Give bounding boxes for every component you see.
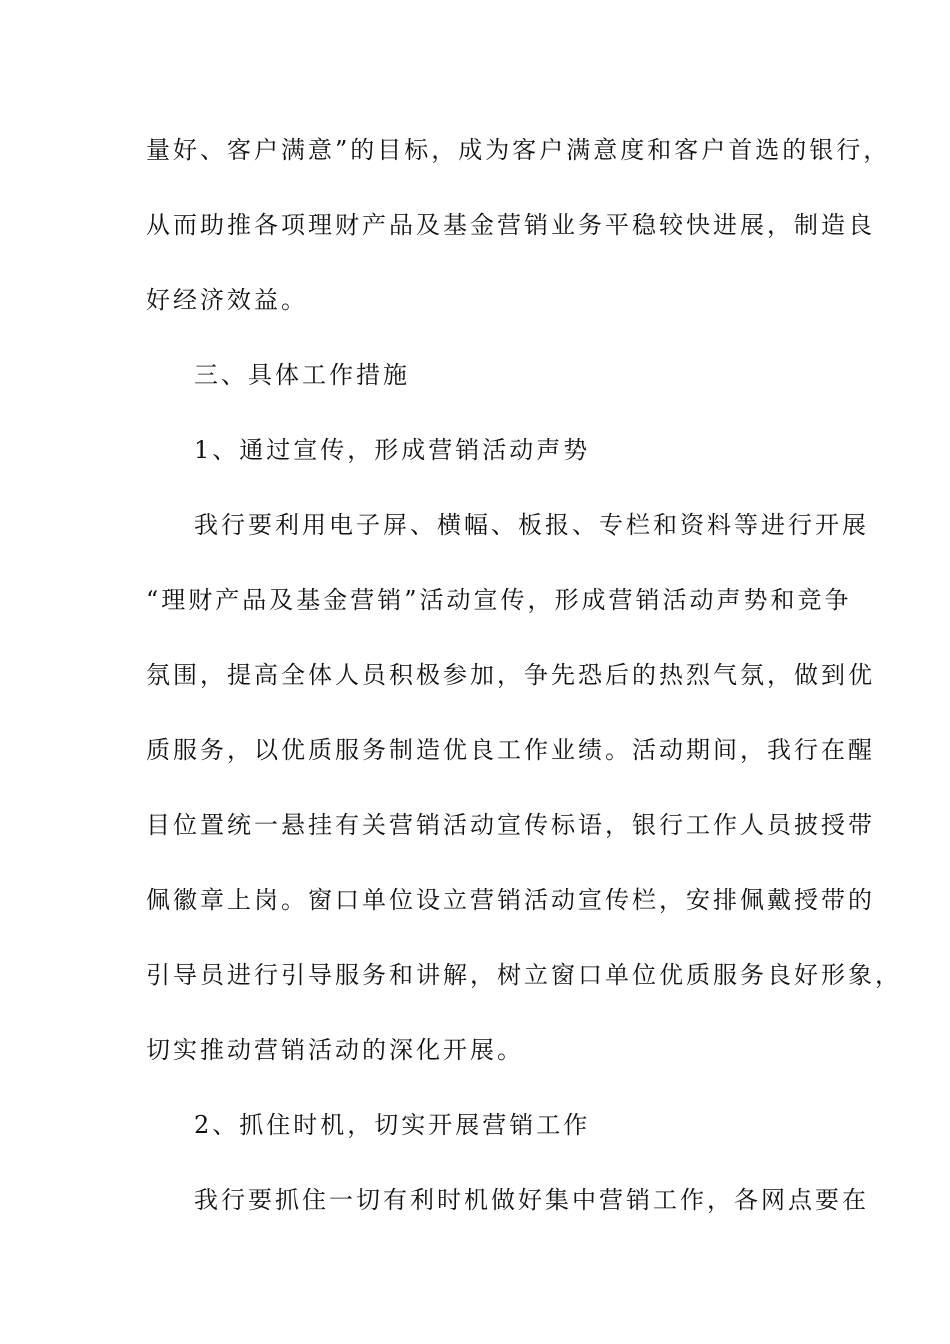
- paragraph-line: 我行要抓住一切有利时机做好集中营销工作，各网点要在: [194, 1186, 869, 1214]
- paragraph-line: 目位置统一悬挂有关营销活动宣传标语，银行工作人员披授带: [146, 811, 875, 839]
- paragraph-line: 切实推动营销活动的深化开展。: [146, 1036, 524, 1064]
- paragraph-line: 从而助推各项理财产品及基金营销业务平稳较快进展，制造良: [146, 211, 875, 239]
- paragraph-line: 我行要利用电子屏、横幅、板报、专栏和资料等进行开展: [194, 511, 869, 539]
- paragraph-line: 好经济效益。: [146, 286, 308, 314]
- section-heading: 三、具体工作措施: [194, 361, 410, 389]
- subsection-heading: 2、抓住时机，切实开展营销工作: [194, 1111, 591, 1139]
- paragraph-line: 氛围，提高全体人员积极参加，争先恐后的热烈气氛，做到优: [146, 661, 875, 689]
- paragraph-line: 量好、客户满意”的目标，成为客户满意度和客户首选的银行，: [146, 136, 891, 164]
- paragraph-line: 质服务，以优质服务制造优良工作业绩。活动期间，我行在醒: [146, 736, 875, 764]
- subsection-heading: 1、通过宣传，形成营销活动声势: [194, 436, 591, 464]
- paragraph-line: 佩徽章上岗。窗口单位设立营销活动宣传栏，安排佩戴授带的: [146, 886, 875, 914]
- paragraph-line: “理财产品及基金营销”活动宣传，形成营销活动声势和竞争: [146, 586, 852, 614]
- paragraph-line: 引导员进行引导服务和讲解，树立窗口单位优质服务良好形象，: [146, 961, 902, 989]
